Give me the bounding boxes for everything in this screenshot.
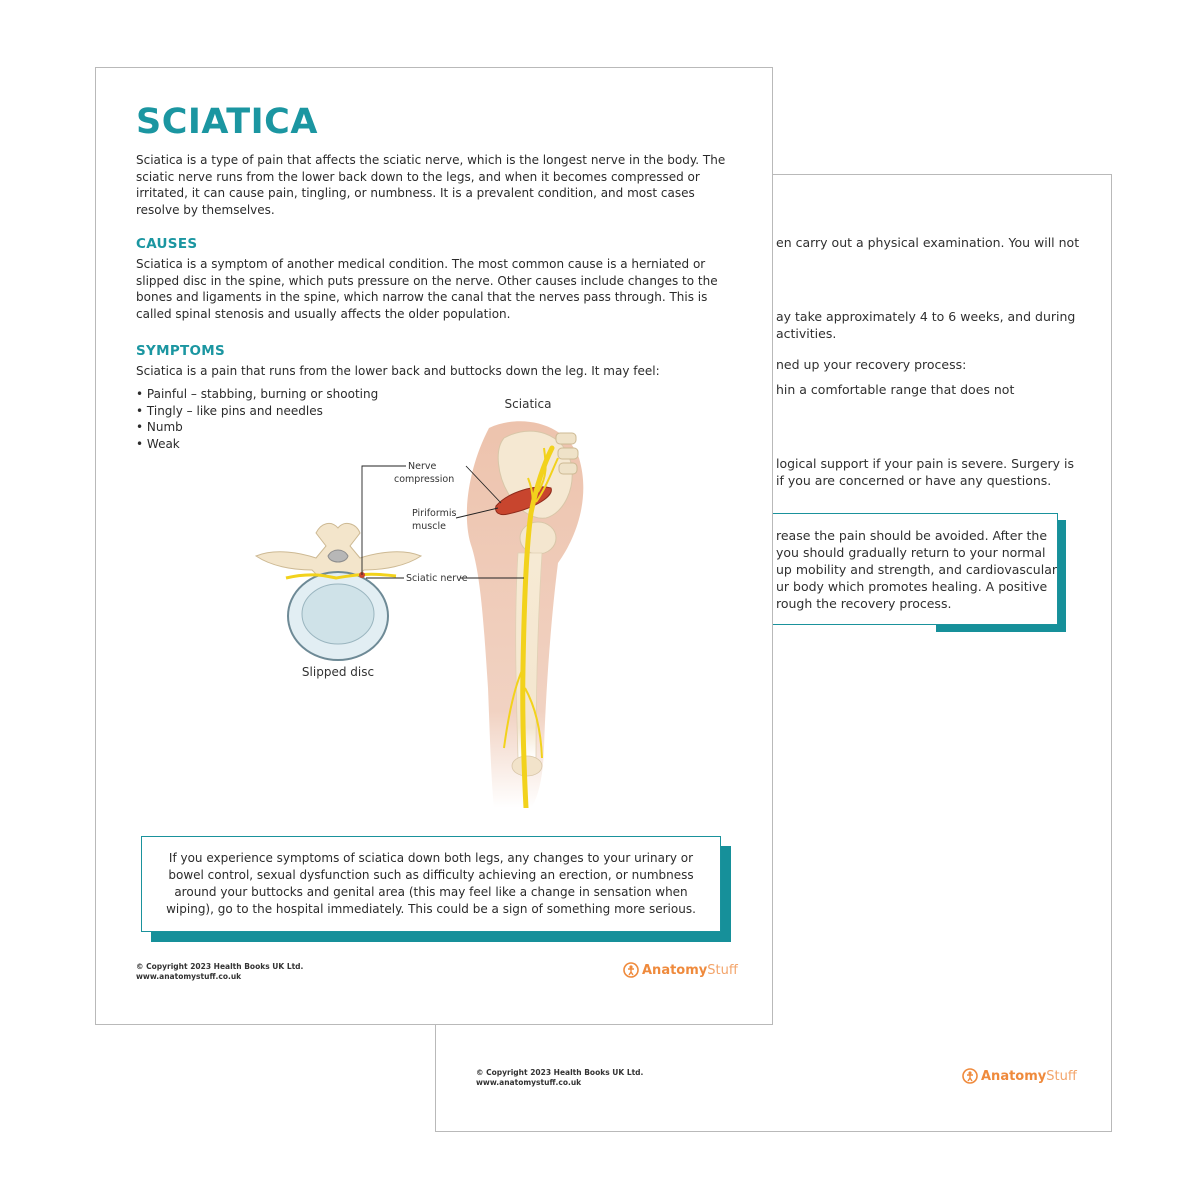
- back-logo: [962, 1068, 1077, 1084]
- back-text-line: hin a comfortable range that does not: [776, 382, 1015, 397]
- back-callout-line: rough the recovery process.: [776, 596, 952, 611]
- front-footer: [136, 962, 303, 982]
- front-footer-website: www.anatomystuff.co.uk: [136, 972, 242, 981]
- vertebra: [556, 433, 576, 444]
- back-text-line: activities.: [776, 326, 837, 341]
- sciatica-illustration: [246, 388, 596, 808]
- knee-joint: [512, 756, 542, 776]
- warning-callout: [141, 836, 721, 932]
- figure-title: Sciatica: [504, 397, 552, 411]
- label-sciatic-nerve: Sciatic nerve: [406, 573, 468, 584]
- causes-paragraph: Sciatica is a symptom of another medical condition. The most common cause is a herniated or slipped disc in the spine, which puts pressure on the nerve. Other causes include changes to the bones and ligaments in the spine, which narrow the canal that the nerves pass through. This is called spinal stenosis and usually affects the older population.: [136, 257, 718, 321]
- label-nerve: Nerve: [408, 461, 437, 472]
- disc-nucleus: [302, 584, 374, 644]
- back-text-line: logical support if your pain is severe. Surgery is: [776, 456, 1075, 471]
- list-item: • Numb: [136, 419, 378, 436]
- causes-heading: CAUSES: [136, 236, 198, 252]
- list-item: • Tingly – like pins and needles: [136, 403, 378, 420]
- back-text-line: ay take approximately 4 to 6 weeks, and during: [776, 309, 1076, 324]
- back-footer: [476, 1068, 643, 1088]
- front-footer-copyright: © Copyright 2023 Health Books UK Ltd.: [136, 962, 304, 971]
- logo-anatomy: Anatomy: [642, 962, 708, 978]
- back-text-line: ned up your recovery process:: [776, 357, 967, 372]
- back-footer-copyright: © Copyright 2023 Health Books UK Ltd.: [476, 1068, 644, 1077]
- back-callout-line: rease the pain should be avoided. After the: [776, 528, 1048, 543]
- logo-stuff: Stuff: [1046, 1068, 1077, 1084]
- intro-paragraph: Sciatica is a type of pain that affects the sciatic nerve, which is the longest nerve in the body. The sciatic nerve runs from the lower back down to the legs, and when it becomes compressed or irritated, it can cause pain, tingling, or numbness. It is a prevalent condition, and most cases resolve by themselves.: [136, 153, 726, 217]
- label-muscle: muscle: [412, 521, 446, 532]
- back-text-line: if you are concerned or have any questions.: [776, 473, 1052, 488]
- back-text-line: en carry out a physical examination. You will not: [776, 235, 1080, 250]
- front-page: [95, 67, 773, 1025]
- symptoms-paragraph: Sciatica is a pain that runs from the lower back and buttocks down the leg. It may feel:: [136, 364, 660, 378]
- back-callout-line: up mobility and strength, and cardiovascular: [776, 562, 1057, 577]
- warning-callout-text: If you experience symptoms of sciatica down both legs, any changes to your urinary or bowel control, sexual dysfunction such as difficulty achieving an erection, or numbness around your buttocks and genital area (this may feel like a change in sensation when wiping), go to the hospital immediately. This could be a sign of something more serious.: [166, 851, 696, 916]
- list-item: • Weak: [136, 436, 378, 453]
- back-callout-line: ur body which promotes healing. A positive: [776, 579, 1048, 594]
- spinal-canal: [328, 550, 348, 562]
- front-logo: [623, 962, 738, 978]
- back-footer-website: www.anatomystuff.co.uk: [476, 1078, 582, 1087]
- logo-stuff: Stuff: [707, 962, 738, 978]
- logo-anatomy: Anatomy: [981, 1068, 1047, 1084]
- anatomy-logo-icon: [623, 962, 639, 978]
- back-callout-line: you should gradually return to your normal: [776, 545, 1046, 560]
- anatomy-logo-icon: [962, 1068, 978, 1084]
- page-title: SCIATICA: [136, 102, 318, 142]
- list-item: • Painful – stabbing, burning or shooting: [136, 386, 378, 403]
- label-slipped-disc: Slipped disc: [301, 665, 375, 679]
- label-piriformis: Piriformis: [412, 508, 457, 519]
- symptoms-heading: SYMPTOMS: [136, 343, 226, 359]
- label-compression: compression: [394, 474, 455, 485]
- vertebra: [559, 463, 577, 474]
- vertebra: [558, 448, 578, 459]
